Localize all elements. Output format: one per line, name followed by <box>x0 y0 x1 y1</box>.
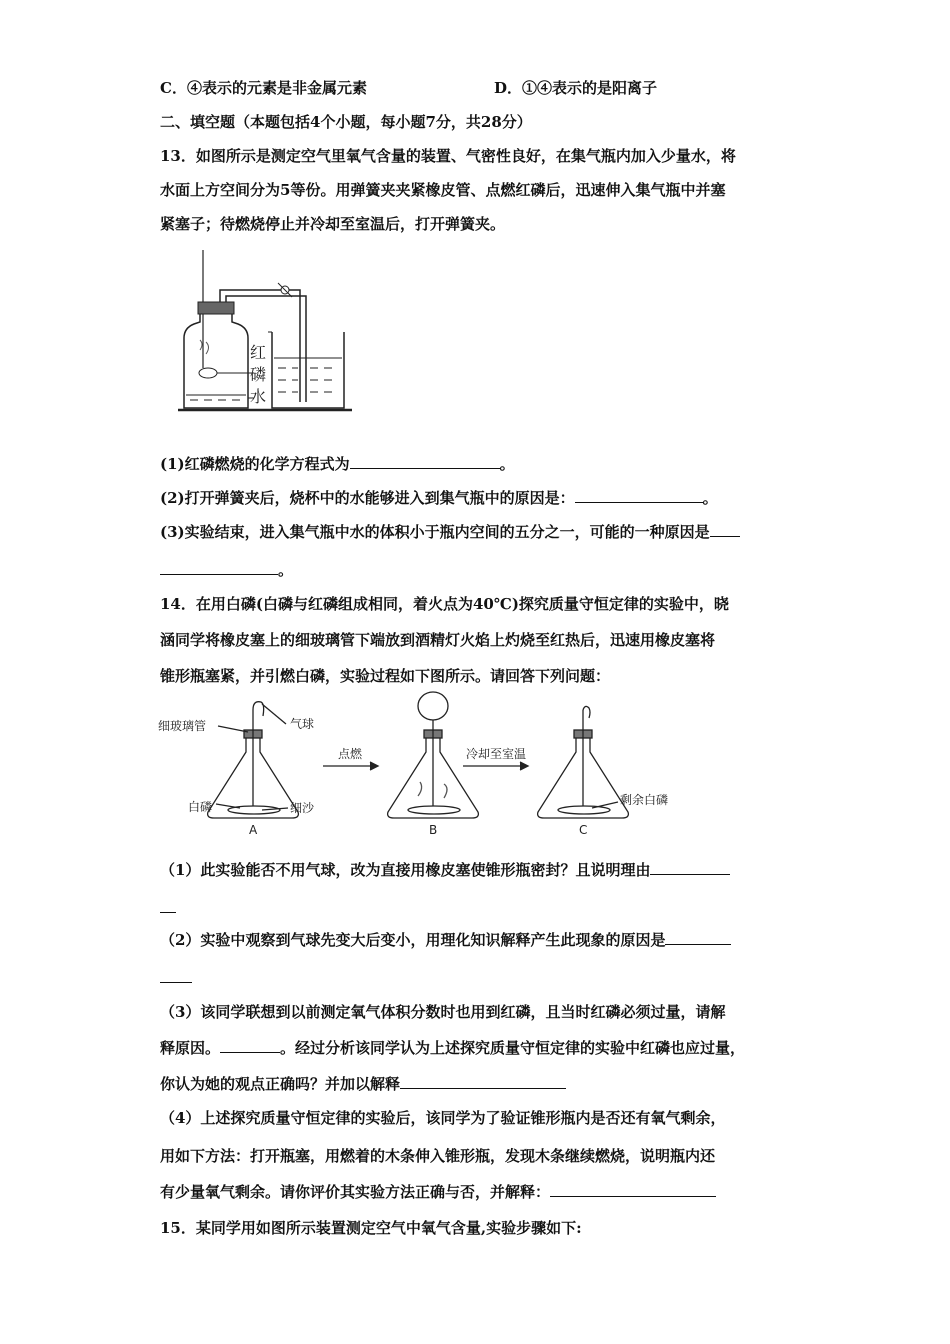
label-a: A <box>249 823 258 837</box>
q14-text-2: 涵同学将橡皮塞上的细玻璃管下端放到酒精灯火焰上灼烧至红热后，迅速用橡皮塞将 <box>160 631 716 649</box>
q13-part1: (1)红磷燃烧的化学方程式为 。 <box>160 455 515 473</box>
label-red: 红 <box>250 343 267 362</box>
answer-blank[interactable] <box>550 1182 716 1197</box>
q13-part2: (2)打开弹簧夹后，烧杯中的水能够进入到集气瓶中的原因是： 。 <box>160 489 718 507</box>
q14-part4-cont: 用如下方法：打开瓶塞，用燃着的木条伸入锥形瓶，发现木条继续燃烧，说明瓶内还 <box>160 1147 716 1165</box>
q14-part4-cont2: 有少量氧气剩余。请你评价其实验方法正确与否，并解释： <box>160 1182 716 1202</box>
label-white-phosphorus: 白磷 <box>188 800 213 814</box>
q13-text-2: 水面上方空间分为5等份。用弹簧夹夹紧橡皮管、点燃红磷后，迅速伸入集气瓶中并塞 <box>160 181 726 199</box>
q15-text: 15．某同学用如图所示装置测定空气中氧气含量,实验步骤如下: <box>160 1219 582 1237</box>
answer-blank[interactable] <box>220 1038 280 1053</box>
q14-part2-cont <box>160 968 192 988</box>
answer-blank[interactable] <box>665 930 731 945</box>
q13-part3-cont: 。 <box>160 560 293 580</box>
answer-blank[interactable] <box>710 522 740 537</box>
q14-flask-figure <box>158 696 698 841</box>
q14-part1: （1）此实验能否不用气球，改为直接用橡皮塞使锥形瓶密封？且说明理由 <box>160 860 730 880</box>
label-thin-tube: 细玻璃管 <box>158 719 207 733</box>
q14-text-1: 14．在用白磷(白磷与红磷组成相同，着火点为40℃)探究质量守恒定律的实验中，晓 <box>160 595 729 613</box>
q14-part1-cont <box>160 898 176 918</box>
label-cool: 冷却至室温 <box>466 747 527 761</box>
label-remaining-phosphorus: 剩余白磷 <box>620 793 669 807</box>
option-c: C．④表示的元素是非金属元素 <box>160 79 367 97</box>
q14-part4: （4）上述探究质量守恒定律的实验后，该同学为了验证锥形瓶内是否还有氧气剩余， <box>160 1109 726 1127</box>
label-c: C <box>579 823 588 837</box>
label-b: B <box>429 823 438 837</box>
label-water: 水 <box>250 387 267 406</box>
q13-part3: (3)实验结束，进入集气瓶中水的体积小于瓶内空间的五分之一，可能的一种原因是 <box>160 522 740 542</box>
q14-part3: （3）该同学联想到以前测定氧气体积分数时也用到红磷，且当时红磷必须过量，请解 <box>160 1003 726 1021</box>
q14-part2: （2）实验中观察到气球先变大后变小，用理化知识解释产生此现象的原因是 <box>160 930 731 950</box>
q13-text-1: 13．如图所示是测定空气里氧气含量的装置、气密性良好，在集气瓶内加入少量水，将 <box>160 147 736 165</box>
answer-blank[interactable] <box>575 488 703 503</box>
label-balloon: 气球 <box>290 717 315 731</box>
q14-text-3: 锥形瓶塞紧，并引燃白磷，实验过程如下图所示。请回答下列问题： <box>160 667 611 685</box>
label-ignite: 点燃 <box>338 747 363 761</box>
answer-blank[interactable] <box>160 968 192 983</box>
answer-blank[interactable] <box>650 860 730 875</box>
answer-blank[interactable] <box>160 898 176 913</box>
q13-apparatus-figure <box>170 250 360 415</box>
q13-text-3: 紧塞子；待燃烧停止并冷却至室温后，打开弹簧夹。 <box>160 215 506 233</box>
option-d: D．①④表示的是阳离子 <box>494 79 658 97</box>
section-heading: 二、填空题（本题包括4个小题，每小题7分，共28分） <box>160 113 532 131</box>
answer-blank[interactable] <box>400 1074 566 1089</box>
label-fine-sand: 细沙 <box>290 801 315 815</box>
answer-blank[interactable] <box>160 560 278 575</box>
label-phosphorus: 磷 <box>250 365 267 384</box>
q14-part3-cont: 释原因。 。经过分析该同学认为上述探究质量守恒定律的实验中红磷也应过量， <box>160 1039 746 1057</box>
answer-blank[interactable] <box>350 454 500 469</box>
q14-part3-cont2: 你认为她的观点正确吗？并加以解释 <box>160 1074 566 1094</box>
